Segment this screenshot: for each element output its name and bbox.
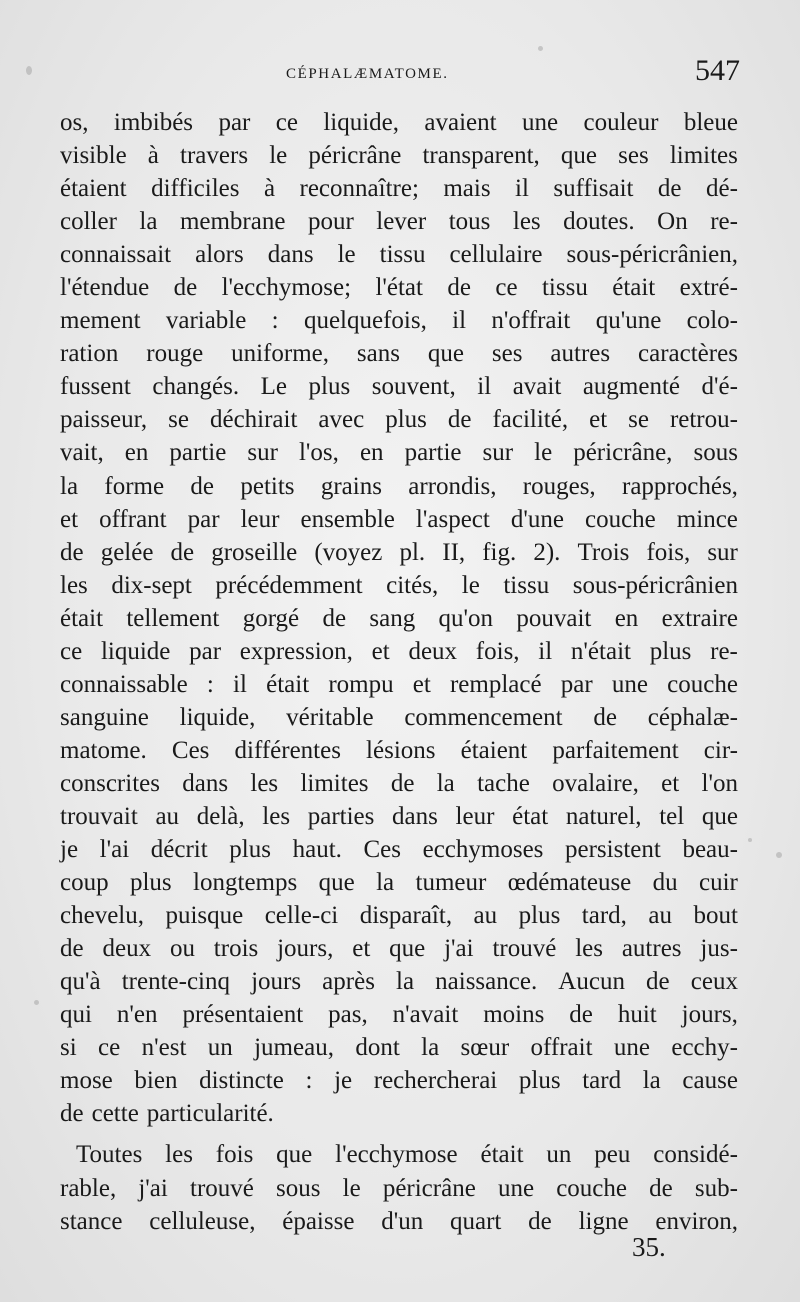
paper-speck xyxy=(776,852,782,858)
text-line: étaient difficiles à reconnaître; mais il suffisait de dé- xyxy=(60,175,738,203)
text-line: la forme de petits grains arrondis, rouges, rapprochés, xyxy=(60,472,738,500)
text-line: chevelu, puisque celle-ci disparaît, au plus tard, au bout xyxy=(60,902,738,930)
text-line: rable, j'ai trouvé sous le péricrâne une couche de sub- xyxy=(60,1174,738,1202)
running-title: CÉPHALÆMATOME. xyxy=(286,66,449,82)
text-line: coup plus longtemps que la tumeur œdémateuse du cuir xyxy=(60,869,738,897)
text-line: fussent changés. Le plus souvent, il avait augmenté d'é- xyxy=(60,373,738,401)
text-line: stance celluleuse, épaisse d'un quart de ligne environ, xyxy=(60,1207,738,1235)
text-line: connaissable : il était rompu et remplacé par une couche xyxy=(60,670,738,698)
text-line: trouvait au delà, les parties dans leur état naturel, tel que xyxy=(60,802,738,830)
paper-speck xyxy=(34,1000,39,1005)
text-line: vait, en partie sur l'os, en partie sur le péricrâne, sous xyxy=(60,439,738,467)
text-line: ce liquide par expression, et deux fois, il n'était plus re- xyxy=(60,637,738,665)
signature-mark: 35. xyxy=(632,1232,666,1262)
text-line: de cette particularité. xyxy=(60,1100,274,1128)
text-line: coller la membrane pour lever tous les doutes. On re- xyxy=(60,208,738,236)
paper-speck xyxy=(538,46,543,51)
text-line: qu'à trente-cinq jours après la naissance. Aucun de ceux xyxy=(60,968,738,996)
text-line: je l'ai décrit plus haut. Ces ecchymoses persistent beau- xyxy=(60,836,738,864)
text-line: mose bien distincte : je rechercherai plus tard la cause xyxy=(60,1067,738,1095)
text-line: était tellement gorgé de sang qu'on pouvait en extraire xyxy=(60,604,738,632)
text-line: si ce n'est un jumeau, dont la sœur offrait une ecchy- xyxy=(60,1034,738,1062)
text-line: paisseur, se déchirait avec plus de facilité, et se retrou- xyxy=(60,406,738,434)
text-line: ration rouge uniforme, sans que ses autres caractères xyxy=(60,340,738,368)
text-line: visible à travers le péricrâne transparent, que ses limites xyxy=(60,142,738,170)
text-line: os, imbibés par ce liquide, avaient une couleur bleue xyxy=(60,109,738,136)
body-text xyxy=(60,106,738,1238)
text-line: de deux ou trois jours, et que j'ai trouvé les autres jus- xyxy=(60,935,738,963)
text-line: connaissait alors dans le tissu cellulaire sous-péricrânien, xyxy=(60,241,738,269)
text-line: qui n'en présentaient pas, n'avait moins de huit jours, xyxy=(60,1001,738,1029)
running-head xyxy=(60,54,740,102)
paper-speck xyxy=(26,66,32,75)
text-line: et offrant par leur ensemble l'aspect d'une couche mince xyxy=(60,505,738,533)
text-line: conscrites dans les limites de la tache ovalaire, et l'on xyxy=(60,769,738,797)
text-line: mement variable : quelquefois, il n'offrait qu'une colo- xyxy=(60,307,738,335)
text-line: l'étendue de l'ecchymose; l'état de ce tissu était extré- xyxy=(60,274,738,302)
text-line: Toutes les fois que l'ecchymose était un peu considé- xyxy=(76,1141,738,1169)
text-line: matome. Ces différentes lésions étaient parfaitement cir- xyxy=(60,736,738,764)
paper-speck xyxy=(748,838,752,842)
text-line: les dix-sept précédemment cités, le tissu sous-péricrânien xyxy=(60,571,738,599)
page-number: 547 xyxy=(695,54,740,87)
paragraph-break xyxy=(60,1130,738,1138)
text-line: de gelée de groseille (voyez pl. II, fig. 2). Trois fois, sur xyxy=(60,538,738,566)
text-line: sanguine liquide, véritable commencement de céphalæ- xyxy=(60,703,738,731)
